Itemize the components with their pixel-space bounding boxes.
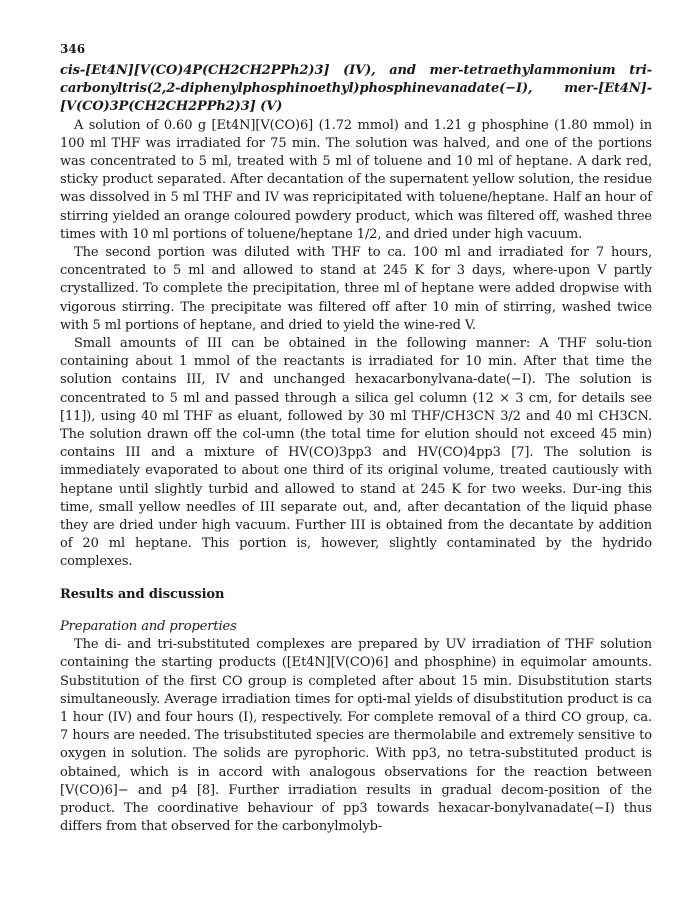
paragraph-3: Small amounts of III can be obtained in the following manner: A THF solu-tion containing about 1 mmol of the reactants is irradiated for 10 min. After that time the solution contains III, IV and unchanged hexacarbonylvana-date(−I). The solution is concentrated to 5 ml and passed through a silica gel column (12 × 3 cm, for details see [11]), using 40 ml THF as eluant, followed by 30 ml THF/CH3CN 3/2 and 40 ml CH3CN. The solution drawn off the col-umn (the total time for elution should not exceed 45 min) contains III and a mixture of HV(CO)3pp3 and HV(CO)4pp3 [7]. The solution is immediately evaporated to about one third of its original volume, treated cautiously with heptane until slightly turbid and allowed to stand at 245 K for two weeks. Dur-ing this time, small yellow needles of III separate out, and, after decantation of the liquid phase they are dried under high vacuum. Further III is obtained from the decantate by addition of 20 ml heptane. This portion is, however, slightly contaminated by the hydrido complexes. — [60, 336, 652, 570]
compound-title: cis-[Et4N][V(CO)4P(CH2CH2PPh2)3] (IV), and mer-tetraethylammonium tri-carbonyltris(2,2-diphenylphosphinoethyl)phosphinevanadate(−I), mer-[Et4N]-[V(CO)3P(CH2CH2PPh2)3] (V) — [60, 63, 652, 115]
page-number: 346 — [60, 42, 86, 56]
section-heading: Results and discussion — [60, 586, 225, 602]
paragraph-1: A solution of 0.60 g [Et4N][V(CO)6] (1.72 mmol) and 1.21 g phosphine (1.80 mmol) in 100 ml THF was irradiated for 75 min. The solution was halved, and one of the portions was concentrated to 5 ml, treated with 5 ml of toluene and 10 ml of heptane. A dark red, sticky product separated. After decantation of the supernatent yellow solution, the residue was dissolved in 5 ml THF and IV was repricipitated with toluene/heptane. Half an hour of stirring yielded an orange coloured powdery product, which was filtered off, washed three times with 10 ml portions of toluene/heptane 1/2, and dried under high vacuum. — [60, 117, 652, 242]
results-paragraph: The di- and tri-substituted complexes are prepared by UV irradiation of THF solution containing the starting products ([Et4N][V(CO)6] and phosphine) in equimolar amounts. Substitution of the first CO group is completed after about 15 min. Disubstitution starts simultaneously. Average irradiation times for opti-mal yields of disubstitution product is ca 1 hour (IV) and four hours (I), respectively. For complete removal of a third CO group, ca. 7 hours are needed. The trisubstituted species are thermolabile and extremely sensitive to oxygen in solution. The solids are pyrophoric. With pp3, no tetra-substituted product is obtained, which is in accord with analogous observations for the reaction between [V(CO)6]− and p4 [8]. Further irradiation results in gradual decom-position of the product. The coordinative behaviour of pp3 towards hexacar-bonylvanadate(−I) thus differs from that observed for the carbonylmolyb- — [60, 637, 652, 835]
paragraph-2: The second portion was diluted with THF to ca. 100 ml and irradiated for 7 hours, concentrated to 5 ml and allowed to stand at 245 K for 3 days, where-upon V partly crystallized. To complete the precipitation, three ml of heptane were added dropwise with vigorous stirring. The precipitate was filtered off after 10 min of stirring, washed twice with 5 ml portions of heptane, and dried to yield the wine-red V. — [60, 245, 652, 333]
text-column — [60, 62, 652, 836]
subsection-heading: Preparation and properties — [60, 618, 237, 634]
